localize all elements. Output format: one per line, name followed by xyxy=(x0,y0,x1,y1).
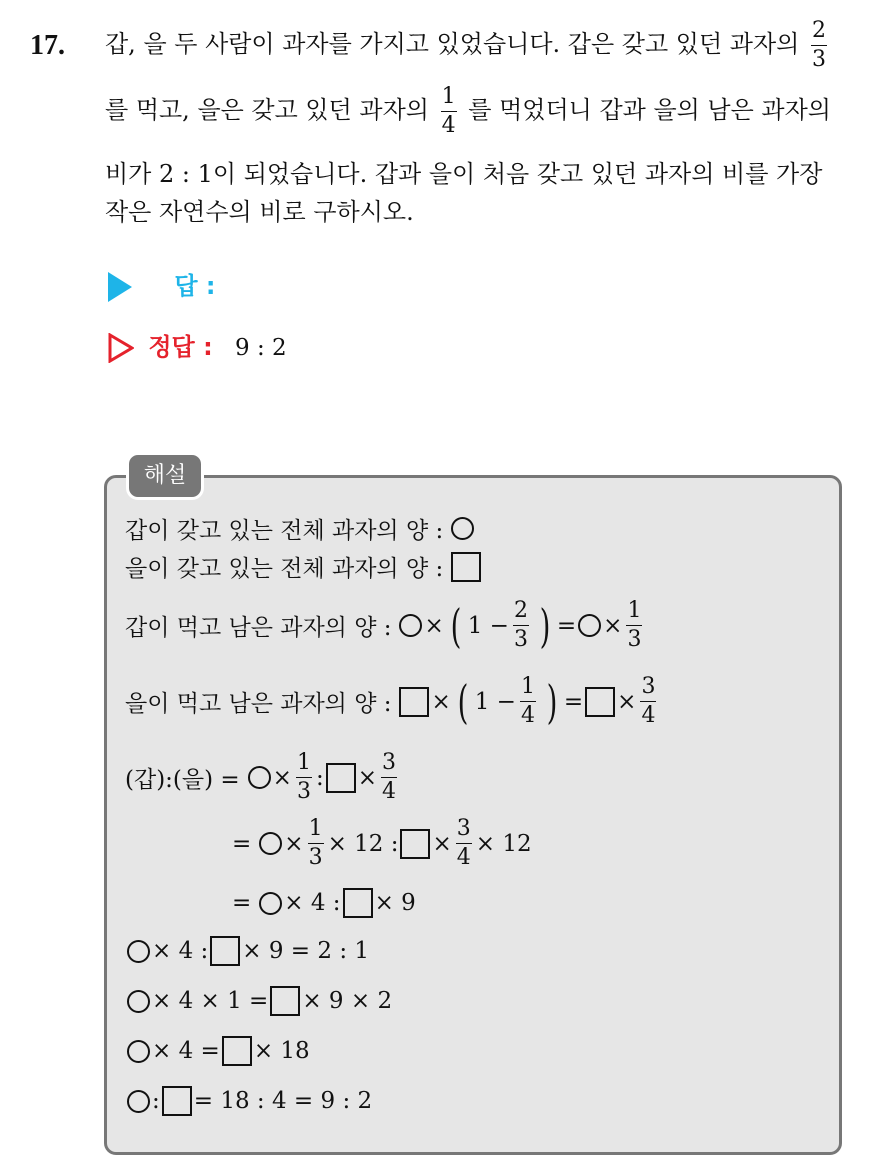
question-number: 17. xyxy=(30,30,65,61)
correct-answer-row xyxy=(108,327,287,363)
fraction-one-quarter: $\frac{1}{4}$ xyxy=(441,84,456,138)
solution-line-8: × 4 : × 9 = 2 : 1 xyxy=(125,936,369,966)
play-icon xyxy=(108,272,132,302)
solution-line-9: × 4 × 1 = × 9 × 2 xyxy=(125,986,392,1016)
square-symbol xyxy=(399,687,429,717)
question-text-1: 갑, 을 두 사람이 과자를 가지고 있었습니다. 갑은 갖고 있던 과자의 xyxy=(105,30,800,58)
correct-answer-label: 정답 : xyxy=(148,333,213,361)
square-symbol xyxy=(343,888,373,918)
solution-line-7: = × 4 : × 9 xyxy=(232,890,416,916)
square-symbol xyxy=(270,986,300,1016)
correct-answer-value: 9 : 2 xyxy=(235,335,287,361)
square-symbol xyxy=(326,763,356,793)
circle-symbol xyxy=(399,614,422,637)
solution-line-5: (갑):(을) = × $\frac{1}{3}$ : × $\frac{3}{4}$ xyxy=(125,750,396,804)
question-line-4: 작은 자연수의 비로 구하시오. xyxy=(105,198,414,226)
circle-symbol xyxy=(259,892,282,915)
answer-row xyxy=(108,266,216,302)
solution-line-11: : = 18 : 4 = 9 : 2 xyxy=(125,1086,372,1116)
solution-line-4: 을이 먹고 남은 과자의 양 : × ( 1 − $\frac{1}{4}$ ) = × $\frac{3}{4}$ xyxy=(125,674,656,729)
circle-symbol xyxy=(451,517,474,540)
circle-symbol xyxy=(259,832,282,855)
circle-symbol xyxy=(127,940,150,963)
square-symbol xyxy=(222,1036,252,1066)
solution-line-3: 갑이 먹고 남은 과자의 양 : × ( 1 − $\frac{2}{3}$ ) = × $\frac{1}{3}$ xyxy=(125,598,642,653)
solution-tag: 해설 xyxy=(126,452,204,500)
answer-label: 답 : xyxy=(174,272,216,300)
question-line-1 xyxy=(105,20,831,71)
square-symbol xyxy=(162,1086,192,1116)
solution-line-1: 갑이 갖고 있는 전체 과자의 양 : xyxy=(125,512,476,545)
circle-symbol xyxy=(127,1040,150,1063)
circle-symbol xyxy=(127,990,150,1013)
circle-symbol xyxy=(248,766,271,789)
solution-line-10: × 4 = × 18 xyxy=(125,1036,310,1066)
solution-line-2: 을이 갖고 있는 전체 과자의 양 : xyxy=(125,550,483,583)
play-outline-icon xyxy=(108,333,134,363)
square-symbol xyxy=(210,936,240,966)
question-line-2: 를 먹고, 을은 갖고 있던 과자의 $\frac{1}{4}$ 를 먹었더니 갑과 을의 남은 과자의 xyxy=(105,84,831,138)
circle-symbol xyxy=(127,1090,150,1113)
square-symbol xyxy=(400,829,430,859)
circle-symbol xyxy=(578,614,601,637)
square-symbol xyxy=(585,687,615,717)
square-symbol xyxy=(451,552,481,582)
fraction-two-thirds: $\frac{2}{3}$ xyxy=(811,18,826,72)
solution-line-6: = × $\frac{1}{3}$ × 12 : × $\frac{3}{4}$ × 12 xyxy=(232,816,532,870)
question-line-3: 비가 2 : 1이 되었습니다. 갑과 을이 처음 갖고 있던 과자의 비를 가장 xyxy=(105,160,823,188)
